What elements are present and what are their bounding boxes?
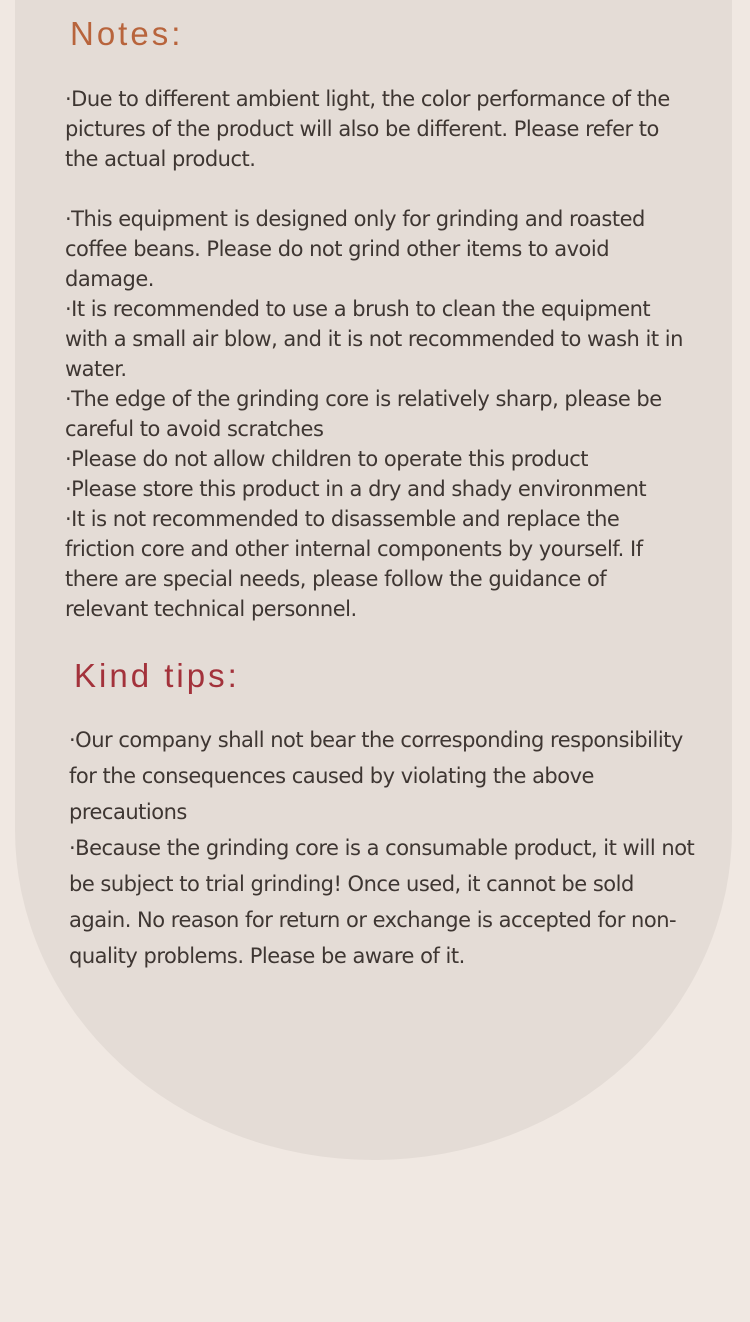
kind-tips-item: ·Our company shall not bear the corresponding responsibility for the consequences caused by violating the above precautions [69,728,683,824]
notes-list [65,84,695,624]
notes-item: ·The edge of the grinding core is relatively sharp, please be careful to avoid scratches [65,387,662,441]
notes-item: ·This equipment is designed only for grinding and roasted coffee beans. Please do not grind other items to avoid damage. [65,207,645,291]
notes-item: ·Due to different ambient light, the color performance of the pictures of the product will also be different. Please refer to the actual product. [65,87,670,171]
notes-item: ·Please store this product in a dry and shady environment [65,477,647,501]
kind-tips-title: Kind tips: [74,657,240,694]
notes-item: ·Please do not allow children to operate this product [65,447,589,471]
kind-tips-item: ·Because the grinding core is a consumable product, it will not be subject to trial grinding! Once used, it cannot be sold again. No reason for return or exchange is accepted for non-quality problems. Please be aware of it. [69,836,695,968]
notes-item: ·It is not recommended to disassemble and replace the friction core and other internal components by yourself. If there are special needs, please follow the guidance of relevant technical personnel. [65,507,643,621]
kind-tips-list [69,722,699,974]
notes-title: Notes: [70,15,184,52]
notes-item: ·It is recommended to use a brush to clean the equipment with a small air blow, and it is not recommended to wash it in water. [65,297,683,381]
